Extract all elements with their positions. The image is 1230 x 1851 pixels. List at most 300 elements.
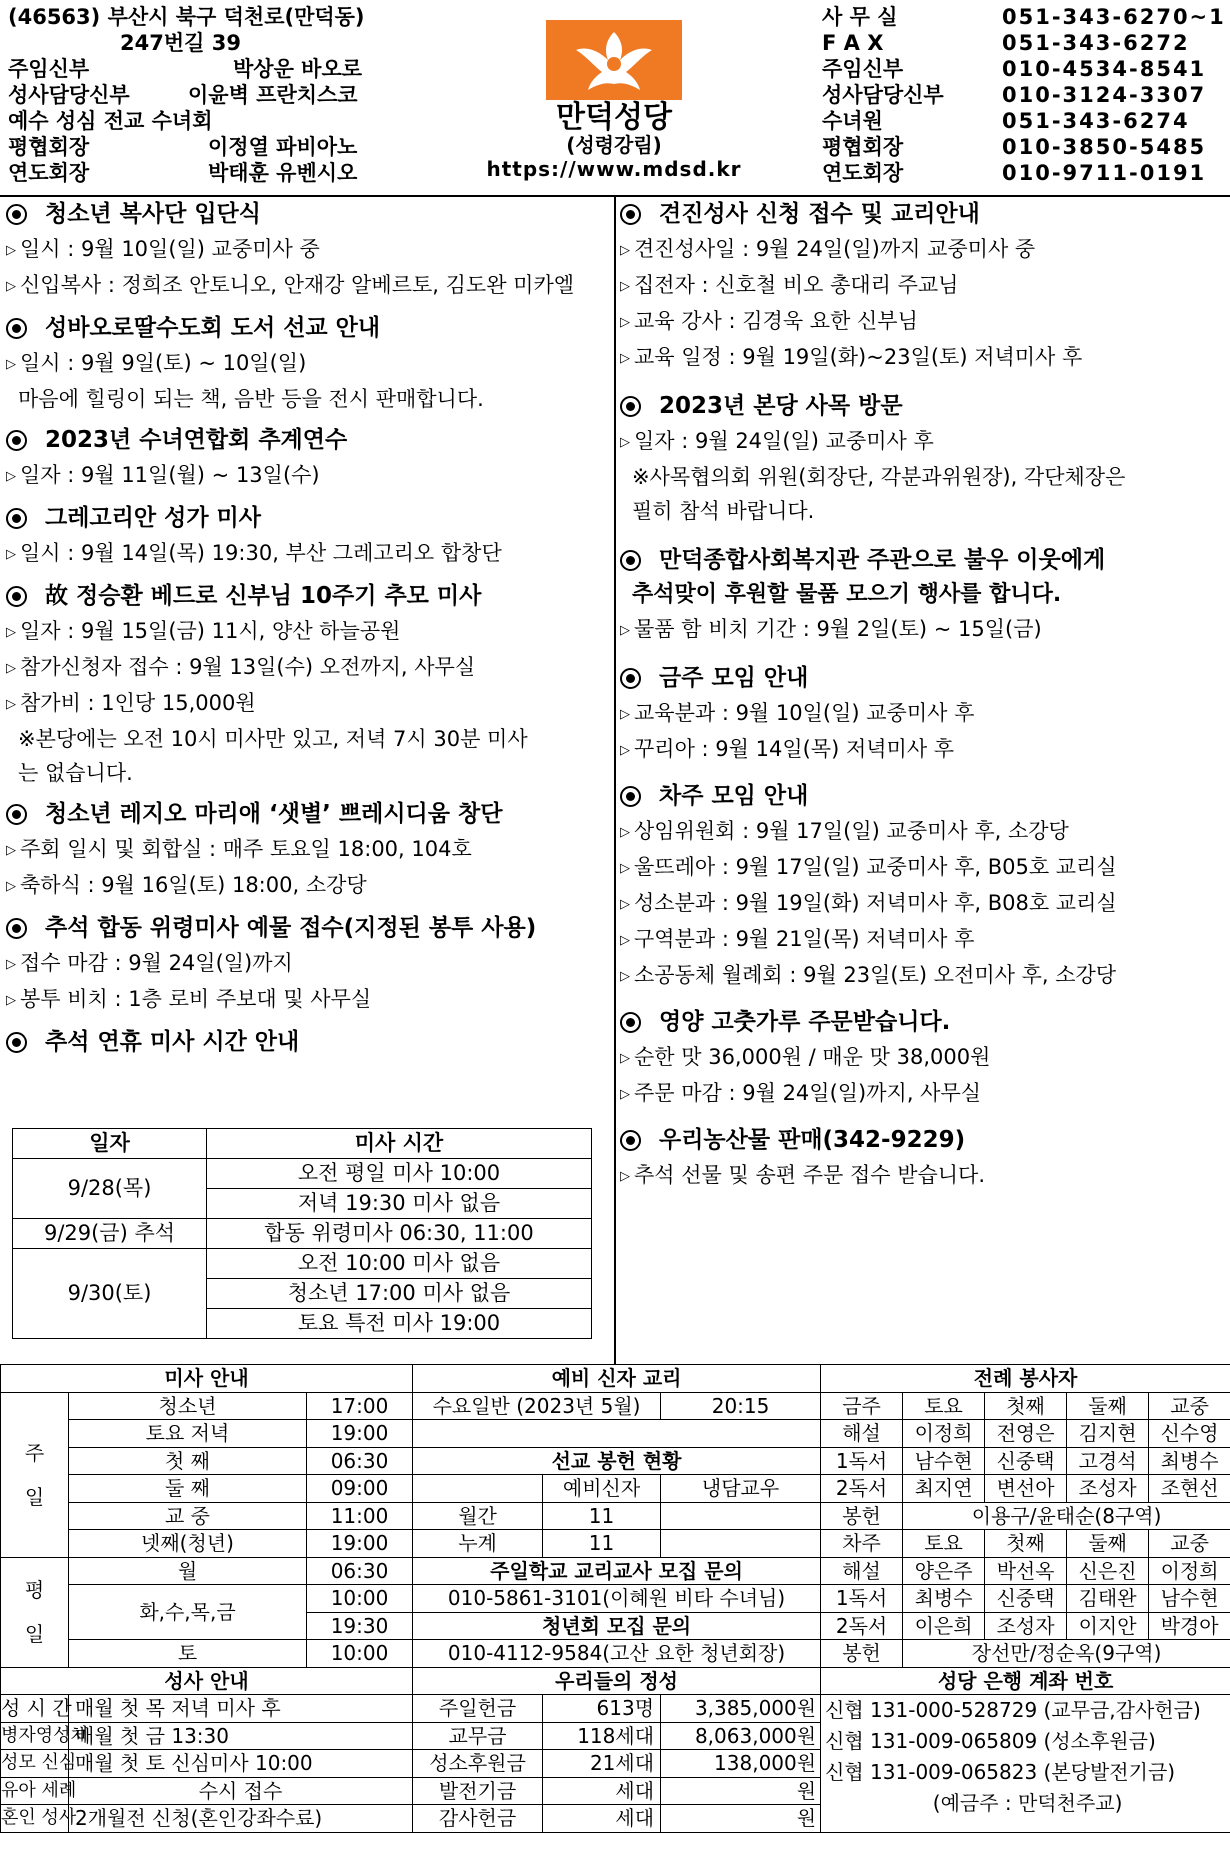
notice-title-text: 우리농산물 판매(342-9229) [659, 1127, 966, 1153]
mass-time: 09:00 [307, 1475, 413, 1503]
notice-line-text: 주회 일시 및 회합실 : 매주 토요일 18:00, 104호 [20, 837, 472, 861]
notice-line-text: 일자 : 9월 24일(일) 교중미사 후 [634, 429, 934, 453]
contact-label: 주임신부 [822, 57, 904, 81]
table-header: 일자 [13, 1129, 207, 1159]
triangle-bullet-icon: ▷ [620, 1051, 630, 1066]
altar-cell: 이은희 [903, 1612, 985, 1640]
notice-section [6, 422, 606, 494]
mission-row: 월간 [413, 1502, 543, 1530]
triangle-bullet-icon: ▷ [620, 1087, 630, 1102]
notice-section [6, 796, 606, 904]
bullet-circle-icon [620, 786, 641, 807]
notice-line [6, 614, 606, 650]
sacrament-name-text: 성 시 간 [1, 1696, 72, 1720]
church-logo [546, 20, 682, 100]
sacrament-desc: 매월 첫 토 신심미사 10:00 [69, 1750, 413, 1778]
contact-label: 연도회장 [822, 161, 904, 185]
altar-role: 2독서 [821, 1612, 903, 1640]
mission-col: 냉담교우 [661, 1475, 821, 1503]
bullet-circle-icon [6, 1032, 27, 1053]
mass-time: 10:00 [307, 1640, 413, 1668]
triangle-bullet-icon: ▷ [620, 897, 630, 912]
notice-line [6, 686, 606, 722]
notice-title [620, 196, 1226, 232]
altar-cell: 신중택 [985, 1585, 1067, 1613]
contact-number: 010-3124-3307 [1002, 83, 1207, 107]
notice-line-text: 울뜨레아 : 9월 17일(일) 교중미사 후, B05호 교리실 [634, 855, 1117, 879]
bullet-circle-icon [6, 508, 27, 529]
altar-role: 봉헌 [821, 1502, 903, 1530]
notice-line-text: 참가비 : 1인당 15,000원 [20, 691, 256, 715]
contact-label: 성사담당신부 [822, 83, 944, 107]
notice-line-text: 상임위원회 : 9월 17일(일) 교중미사 후, 소강당 [634, 819, 1069, 843]
notice-line-text: 교육 강사 : 김경욱 요한 신부님 [634, 309, 918, 333]
sacrament-name: 성모 신심 [1, 1750, 69, 1778]
triangle-bullet-icon: ▷ [6, 357, 16, 372]
offering-count: 21세대 [543, 1750, 661, 1778]
notice-line [620, 886, 1226, 922]
notice-title [620, 660, 1226, 696]
contact-label: 평협회장 [822, 135, 904, 159]
role-label: 예수 성심 전교 수녀회 [8, 109, 213, 133]
altar-cell: 고경석 [1067, 1447, 1149, 1475]
notice-line [6, 382, 606, 416]
notice-section [620, 388, 1226, 528]
altar-cell: 신은진 [1067, 1557, 1149, 1585]
offering-amount: 8,063,000원 [661, 1722, 821, 1750]
notice-line [6, 268, 606, 304]
altar-head: 금주 [821, 1392, 903, 1420]
header [0, 0, 1230, 197]
offering-name: 발전기금 [413, 1777, 543, 1805]
notice-title-text: 추석 연휴 미사 시간 안내 [45, 1029, 300, 1055]
notice-line [620, 612, 1226, 648]
table-cell: 합동 위령미사 06:30, 11:00 [207, 1219, 592, 1249]
blank-cell [413, 1475, 543, 1503]
triangle-bullet-icon: ▷ [6, 957, 16, 972]
table-cell: 오전 10:00 미사 없음 [207, 1249, 592, 1279]
contact-label: 수녀원 [822, 109, 883, 133]
notice-line-text: 일시 : 9월 14일(목) 19:30, 부산 그레고리오 합창단 [20, 541, 502, 565]
contact-number: 051-343-6270~1 [1002, 5, 1226, 29]
mass-time: 10:00 [307, 1585, 413, 1613]
notice-line-text: 구역분과 : 9월 21일(목) 저녁미사 후 [634, 927, 975, 951]
triangle-bullet-icon: ▷ [6, 843, 16, 858]
bullet-circle-icon [620, 1130, 641, 1151]
notice-line [620, 268, 1226, 304]
notice-title [6, 500, 606, 536]
address-line2: 247번길 39 [120, 31, 241, 55]
contact-number: 010-9711-0191 [1002, 161, 1207, 185]
triangle-bullet-icon: ▷ [620, 707, 630, 722]
role-label: 주임신부 [8, 57, 90, 81]
sacrament-name [1, 1695, 72, 1723]
altar-offering: 장선만/정순옥(9구역) [903, 1640, 1230, 1668]
notice-line [620, 732, 1226, 768]
mass-name: 둘 째 [69, 1475, 307, 1503]
notice-section [620, 196, 1226, 376]
altar-cell: 이지안 [1067, 1612, 1149, 1640]
offering-amount: 3,385,000원 [661, 1695, 821, 1723]
offering-name: 교무금 [413, 1722, 543, 1750]
notice-line-text: 집전자 : 신호철 비오 총대리 주교님 [634, 273, 959, 297]
offering-name: 성소후원금 [413, 1750, 543, 1778]
offering-amount: 138,000원 [661, 1750, 821, 1778]
triangle-bullet-icon: ▷ [620, 279, 630, 294]
mass-name: 토 [69, 1640, 307, 1668]
altar-cell: 이정희 [903, 1420, 985, 1448]
sacrament-title: 성사 안내 [1, 1667, 413, 1695]
triangle-bullet-icon: ▷ [6, 547, 16, 562]
contact-number: 010-3850-5485 [1002, 135, 1207, 159]
notice-section [620, 1004, 1226, 1112]
sacrament-desc: 매월 첫 목 저녁 미사 후 [69, 1695, 413, 1723]
role-name: 박태훈 유벤시오 [208, 161, 358, 185]
mission-val: 11 [543, 1502, 661, 1530]
altar-role: 해설 [821, 1557, 903, 1585]
notice-line [620, 958, 1226, 994]
church-subtitle: (성령강림) [566, 133, 662, 157]
altar-cell: 박경아 [1149, 1612, 1230, 1640]
mass-time: 19:00 [307, 1530, 413, 1558]
offering-count: 세대 [543, 1777, 661, 1805]
role-label: 성사담당신부 [8, 83, 130, 107]
mass-name: 넷째(청년) [69, 1530, 307, 1558]
notice-line [6, 832, 606, 868]
youth-title: 청년회 모집 문의 [413, 1612, 821, 1640]
triangle-bullet-icon: ▷ [6, 279, 16, 294]
table-cell: 저녁 19:30 미사 없음 [207, 1189, 592, 1219]
catechism-time: 20:15 [661, 1392, 821, 1420]
sacrament-desc: 2개월전 신청(혼인강좌수료) [69, 1805, 413, 1833]
notice-title [6, 310, 606, 346]
triangle-bullet-icon: ▷ [620, 933, 630, 948]
altar-head: 첫째 [985, 1530, 1067, 1558]
notice-line-text: 추석맞이 후원할 물품 모으기 행사를 합니다. [632, 582, 1062, 607]
altar-cell: 남수현 [903, 1447, 985, 1475]
mass-name: 화,수,목,금 [69, 1585, 307, 1640]
altar-cell: 김지현 [1067, 1420, 1149, 1448]
weekday-label [1, 1557, 69, 1667]
mission-title: 선교 봉헌 현황 [413, 1447, 821, 1475]
notice-line-text: 는 없습니다. [18, 761, 133, 785]
notice-title [620, 388, 1226, 424]
notice-title-text: 청소년 복사단 입단식 [45, 201, 261, 227]
sacrament-name: 혼인 성사 [1, 1805, 69, 1833]
bullet-circle-icon [6, 318, 27, 339]
notice-line [620, 1040, 1226, 1076]
notice-line [620, 578, 1226, 612]
mass-time: 19:30 [307, 1612, 413, 1640]
notice-title-text: 2023년 수녀연합회 추계연수 [45, 427, 348, 453]
notice-line [6, 232, 606, 268]
offering-count: 613명 [543, 1695, 661, 1723]
sacrament-desc: 매월 첫 금 13:30 [69, 1722, 413, 1750]
bank-holder: (예금주 : 만덕천주교) [932, 1791, 1123, 1815]
mission-col: 예비신자 [543, 1475, 661, 1503]
notice-line-text: 성소분과 : 9월 19일(화) 저녁미사 후, B08호 교리실 [634, 891, 1117, 915]
notice-line-text: 참가신청자 접수 : 9월 13일(수) 오전까지, 사무실 [20, 655, 476, 679]
mass-name: 토요 저녁 [69, 1420, 307, 1448]
notice-line [6, 756, 606, 790]
bullet-circle-icon [6, 430, 27, 451]
triangle-bullet-icon: ▷ [620, 861, 630, 876]
notice-line-text: 교육분과 : 9월 10일(일) 교중미사 후 [634, 701, 975, 725]
dove-logo-icon [546, 20, 682, 100]
mass-time: 11:00 [307, 1502, 413, 1530]
notice-title [6, 578, 606, 614]
notice-title-text: 차주 모임 안내 [659, 783, 809, 809]
sunday-school-contact: 010-5861-3101(이혜원 비타 수녀님) [413, 1585, 821, 1613]
contact-number: 051-343-6274 [1002, 109, 1190, 133]
altar-head: 둘째 [1067, 1530, 1149, 1558]
notice-line [620, 922, 1226, 958]
altar-role: 1독서 [821, 1585, 903, 1613]
bank-title: 성당 은행 계좌 번호 [821, 1667, 1230, 1695]
bullet-circle-icon [6, 204, 27, 225]
offering-name: 감사헌금 [413, 1805, 543, 1833]
mass-name: 월 [69, 1557, 307, 1585]
catechism-title: 예비 신자 교리 [413, 1365, 821, 1393]
offering-count: 세대 [543, 1805, 661, 1833]
sunday-label-text: 주일 [24, 1440, 45, 1509]
notice-line-text: ※사목협의회 위원(회장단, 각분과위원장), 각단체장은 [632, 465, 1126, 489]
altar-head: 토요 [903, 1392, 985, 1420]
notice-title [6, 910, 606, 946]
triangle-bullet-icon: ▷ [6, 625, 16, 640]
table-header: 미사 시간 [207, 1129, 592, 1159]
table-cell: 토요 특전 미사 19:00 [207, 1309, 592, 1339]
sunday-school-title: 주일학교 교리교사 모집 문의 [413, 1557, 821, 1585]
notice-line-text: 일시 : 9월 9일(토) ~ 10일(일) [20, 351, 307, 375]
notice-section [620, 778, 1226, 994]
notice-line-text: 추석 선물 및 송편 주문 접수 받습니다. [634, 1163, 986, 1187]
altar-offering: 이용구/윤태순(8구역) [903, 1502, 1230, 1530]
notice-line-text: ※본당에는 오전 10시 미사만 있고, 저녁 7시 30분 미사 [18, 727, 528, 751]
bullet-circle-icon [6, 804, 27, 825]
altar-servers-title: 전례 봉사자 [821, 1365, 1230, 1393]
sacrament-name: 병자영성체 [1, 1722, 69, 1750]
altar-cell: 변선아 [985, 1475, 1067, 1503]
table-cell: 9/28(목) [13, 1159, 207, 1219]
sacrament-name: 유아 세례 [1, 1777, 69, 1805]
altar-cell: 조성자 [985, 1612, 1067, 1640]
notice-line [6, 946, 606, 982]
blank-cell [413, 1420, 821, 1448]
triangle-bullet-icon: ▷ [6, 243, 16, 258]
mass-time: 06:30 [307, 1447, 413, 1475]
notice-title-text: 견진성사 신청 접수 및 교리안내 [659, 201, 980, 227]
bullet-circle-icon [620, 1012, 641, 1033]
notice-line-text: 주문 마감 : 9월 24일(일)까지, 사무실 [634, 1081, 982, 1105]
offering-name: 주일헌금 [413, 1695, 543, 1723]
altar-cell: 조성자 [1067, 1475, 1149, 1503]
notice-section [6, 578, 606, 790]
notice-line [6, 346, 606, 382]
altar-cell: 최지연 [903, 1475, 985, 1503]
notice-line [620, 304, 1226, 340]
role-label: 연도회장 [8, 161, 90, 185]
altar-cell: 조현선 [1149, 1475, 1230, 1503]
altar-cell: 이정희 [1149, 1557, 1230, 1585]
notice-title [620, 1004, 1226, 1040]
address-line1: (46563) 부산시 북구 덕천로(만덕동) [8, 5, 365, 29]
mass-name: 청소년 [69, 1392, 307, 1420]
contact-number: 051-343-6272 [1002, 31, 1190, 55]
notice-line [620, 232, 1226, 268]
triangle-bullet-icon: ▷ [6, 697, 16, 712]
triangle-bullet-icon: ▷ [620, 435, 630, 450]
notice-title [6, 196, 606, 232]
triangle-bullet-icon: ▷ [6, 469, 16, 484]
notice-section [620, 660, 1226, 768]
notice-section [6, 1024, 606, 1060]
notice-title-text: 2023년 본당 사목 방문 [659, 393, 903, 419]
table-cell: 9/30(토) [13, 1249, 207, 1339]
mass-name: 첫 째 [69, 1447, 307, 1475]
notice-line [620, 814, 1226, 850]
notice-section [6, 196, 606, 304]
altar-head: 차주 [821, 1530, 903, 1558]
notice-title-text: 만덕종합사회복지관 주관으로 불우 이웃에게 [659, 547, 1106, 573]
triangle-bullet-icon: ▷ [620, 351, 630, 366]
triangle-bullet-icon: ▷ [6, 993, 16, 1008]
notice-title-text: 금주 모임 안내 [659, 665, 809, 691]
notice-line-text: 봉투 비치 : 1층 로비 주보대 및 사무실 [20, 987, 372, 1011]
notice-title [620, 542, 1226, 578]
contact-label: 사 무 실 [822, 5, 898, 29]
notice-line-text: 물품 함 비치 기간 : 9월 2일(토) ~ 15일(금) [634, 617, 1042, 641]
notice-line [6, 868, 606, 904]
notice-title-text: 故 정승환 베드로 신부님 10주기 추모 미사 [45, 583, 482, 609]
notice-line-text: 신입복사 : 정희조 안토니오, 안재강 알베르토, 김도완 미카엘 [20, 273, 575, 297]
contact-label: F A X [822, 31, 884, 55]
notice-title-text: 그레고리안 성가 미사 [45, 505, 261, 531]
notice-line [6, 458, 606, 494]
notice-line [620, 850, 1226, 886]
mass-guide-title: 미사 안내 [1, 1365, 413, 1393]
bullet-circle-icon [620, 550, 641, 571]
notice-title-text: 영양 고춧가루 주문받습니다. [659, 1009, 951, 1035]
bullet-circle-icon [620, 668, 641, 689]
altar-cell: 신중택 [985, 1447, 1067, 1475]
mission-val: 11 [543, 1530, 661, 1558]
mass-time: 06:30 [307, 1557, 413, 1585]
notice-line-text: 소공동체 월례회 : 9월 23일(토) 오전미사 후, 소강당 [634, 963, 1117, 987]
notice-section [6, 910, 606, 1018]
notice-line-text: 필히 참석 바랍니다. [632, 499, 815, 523]
notice-line-text: 마음에 힐링이 되는 책, 음반 등을 전시 판매합니다. [18, 387, 484, 411]
holiday-mass-table [12, 1128, 592, 1339]
mass-time: 19:00 [307, 1420, 413, 1448]
triangle-bullet-icon: ▷ [620, 315, 630, 330]
bank-accounts [821, 1695, 1230, 1833]
bullet-circle-icon [6, 918, 27, 939]
sunday-label [1, 1392, 69, 1557]
triangle-bullet-icon: ▷ [6, 879, 16, 894]
notice-title [6, 1024, 606, 1060]
triangle-bullet-icon: ▷ [620, 825, 630, 840]
offering-amount: 원 [661, 1805, 821, 1833]
altar-cell: 신수영 [1149, 1420, 1230, 1448]
notice-title [620, 1122, 1226, 1158]
mass-time: 17:00 [307, 1392, 413, 1420]
altar-role: 1독서 [821, 1447, 903, 1475]
notice-line-text: 꾸리아 : 9월 14일(목) 저녁미사 후 [634, 737, 955, 761]
church-url[interactable]: https://www.mdsd.kr [486, 157, 742, 181]
notice-line-text: 일시 : 9월 10일(일) 교중미사 중 [20, 237, 320, 261]
notice-section [6, 310, 606, 416]
table-cell: 청소년 17:00 미사 없음 [207, 1279, 592, 1309]
mission-row: 누계 [413, 1530, 543, 1558]
altar-cell: 최병수 [1149, 1447, 1230, 1475]
notice-title [6, 422, 606, 458]
notice-line-text: 순한 맛 36,000원 / 매운 맛 38,000원 [634, 1045, 991, 1069]
table-cell: 9/29(금) 추석 [13, 1219, 207, 1249]
bank-account: 신협 131-009-065809 (성소후원금) [825, 1729, 1156, 1753]
header-left [8, 4, 365, 186]
role-name: 이윤벽 프란치스코 [188, 83, 358, 107]
church-name: 만덕성당 [556, 100, 672, 135]
altar-cell: 박선옥 [985, 1557, 1067, 1585]
triangle-bullet-icon: ▷ [620, 743, 630, 758]
notice-section [620, 1122, 1226, 1194]
notice-line-text: 견진성사일 : 9월 24일(일)까지 교중미사 중 [634, 237, 1036, 261]
triangle-bullet-icon: ▷ [620, 243, 630, 258]
role-name: 박상운 바오로 [233, 57, 363, 81]
catechism-class: 수요일반 (2023년 5월) [413, 1392, 661, 1420]
notice-section [6, 500, 606, 572]
altar-role: 2독서 [821, 1475, 903, 1503]
notice-line [620, 424, 1226, 460]
weekday-label-text: 평일 [24, 1578, 45, 1646]
right-notices [620, 196, 1226, 1194]
altar-role: 해설 [821, 1420, 903, 1448]
notice-line [620, 460, 1226, 494]
notice-line [6, 982, 606, 1018]
notice-line [6, 650, 606, 686]
offering-amount: 원 [661, 1777, 821, 1805]
altar-cell: 양은주 [903, 1557, 985, 1585]
notice-title [6, 796, 606, 832]
offering-title: 우리들의 정성 [413, 1667, 821, 1695]
info-grid [0, 1364, 1230, 1833]
altar-cell: 김태완 [1067, 1585, 1149, 1613]
notice-line-text: 교육 일정 : 9월 19일(화)~23일(토) 저녁미사 후 [634, 345, 1083, 369]
role-label: 평협회장 [8, 135, 90, 159]
column-divider [614, 196, 616, 1364]
notice-line-text: 일자 : 9월 11일(월) ~ 13일(수) [20, 463, 320, 487]
notice-title-text: 추석 합동 위령미사 예물 접수(지정된 봉투 사용) [45, 915, 537, 941]
bullet-circle-icon [620, 396, 641, 417]
role-name: 이정열 파비아노 [208, 135, 358, 159]
notice-line [620, 494, 1226, 528]
header-right [822, 4, 1226, 186]
bank-account: 신협 131-000-528729 (교무금,감사헌금) [825, 1698, 1201, 1722]
notice-line [620, 340, 1226, 376]
altar-head: 토요 [903, 1530, 985, 1558]
notice-line [620, 696, 1226, 732]
altar-cell: 최병수 [903, 1585, 985, 1613]
altar-head: 교중 [1149, 1530, 1230, 1558]
notice-line-text: 축하식 : 9월 16일(토) 18:00, 소강당 [20, 873, 367, 897]
bottom-tables [0, 1364, 1230, 1833]
altar-role: 봉헌 [821, 1640, 903, 1668]
sacrament-desc: 수시 접수 [69, 1777, 413, 1805]
youth-contact: 010-4112-9584(고산 요한 청년회장) [413, 1640, 821, 1668]
altar-head: 첫째 [985, 1392, 1067, 1420]
notice-line [620, 1158, 1226, 1194]
